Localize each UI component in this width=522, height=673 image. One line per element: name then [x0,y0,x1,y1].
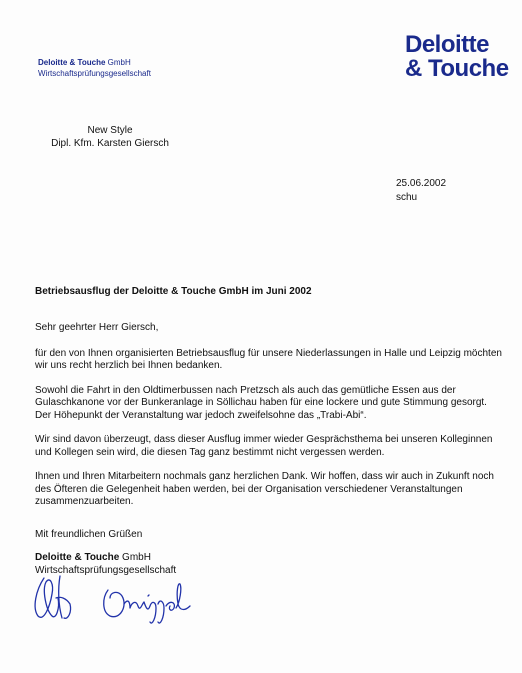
signature-strokes [35,576,190,623]
body-paragraph-2: Sowohl die Fahrt in den Oldtimerbussen nach Pretzsch als auch das gemütliche Essen aus der Gulaschkanone vor der Bunkeranlage in Söllichau haben für eine lockere und gute Stimmung gesorgt. Der Höhepunkt der Veranstaltung war jedoch zweifelsohne das „Trabi-Abi“. [35,384,487,421]
body-paragraph-1: für den von Ihnen organisierten Betriebsausflug für unsere Niederlassungen in Halle und Leipzig möchten wir uns recht herzlich bei Ihnen bedanken. [35,347,502,371]
letter-subject: Betriebsausflug der Deloitte & Touche GmbH im Juni 2002 [35,286,312,297]
signer-firm [35,551,176,564]
body-paragraph-4: Ihnen und Ihren Mitarbeitern nochmals ganz herzlichen Dank. Wir hoffen, dass wir auch in Zukunft noch des Öfteren die Gelegenheit haben werden, bei der Organisation verschiedener Veranstaltungen zusammenzuarbeiten. [35,471,494,507]
letterhead-firm-name [38,57,151,68]
letterhead-firm-type: Wirtschaftsprüfungsgesellschaft [38,69,151,78]
signature-2-stroke-b [124,584,190,623]
letterhead-firm-name-text: Deloitte & Touche [38,58,106,67]
recipient-address [35,124,185,150]
deloitte-logo [405,33,513,81]
letterhead-firm-suffix: GmbH [107,58,131,67]
signature-2-dot [148,595,149,596]
salutation: Sehr geehrter Herr Giersch, [35,322,159,333]
signature-1-stroke-a [35,578,58,617]
letterhead-firm [38,57,151,79]
letter-body [35,322,505,521]
handwritten-signatures [30,568,210,628]
signer-firm-name: Deloitte & Touche [35,552,120,563]
recipient-name: Dipl. Kfm. Karsten Giersch [51,138,169,149]
date-block [396,177,446,205]
letter-date: 25.06.2002 [396,178,447,189]
body-paragraph-3: Wir sind davon überzeugt, dass dieser Ausflug immer wieder Gesprächsthema bei unseren Kolleginnen und Kollegen sein wird, die diesen Tag ganz bestimmt nicht vergessen werden. [35,434,493,458]
letter-reference: schu [396,192,418,203]
signature-1-stroke-b [56,576,71,618]
closing: Mit freundlichen Grüßen [35,529,143,540]
signer-firm-type: Wirtschaftsprüfungsgesellschaft [35,565,177,576]
logo-line-1: Deloitte [405,31,490,58]
signer-firm-suffix: GmbH [122,552,151,563]
signature-2-stroke-a [104,590,124,617]
recipient-company: New Style [87,125,133,136]
logo-line-2: & Touche [405,55,509,82]
